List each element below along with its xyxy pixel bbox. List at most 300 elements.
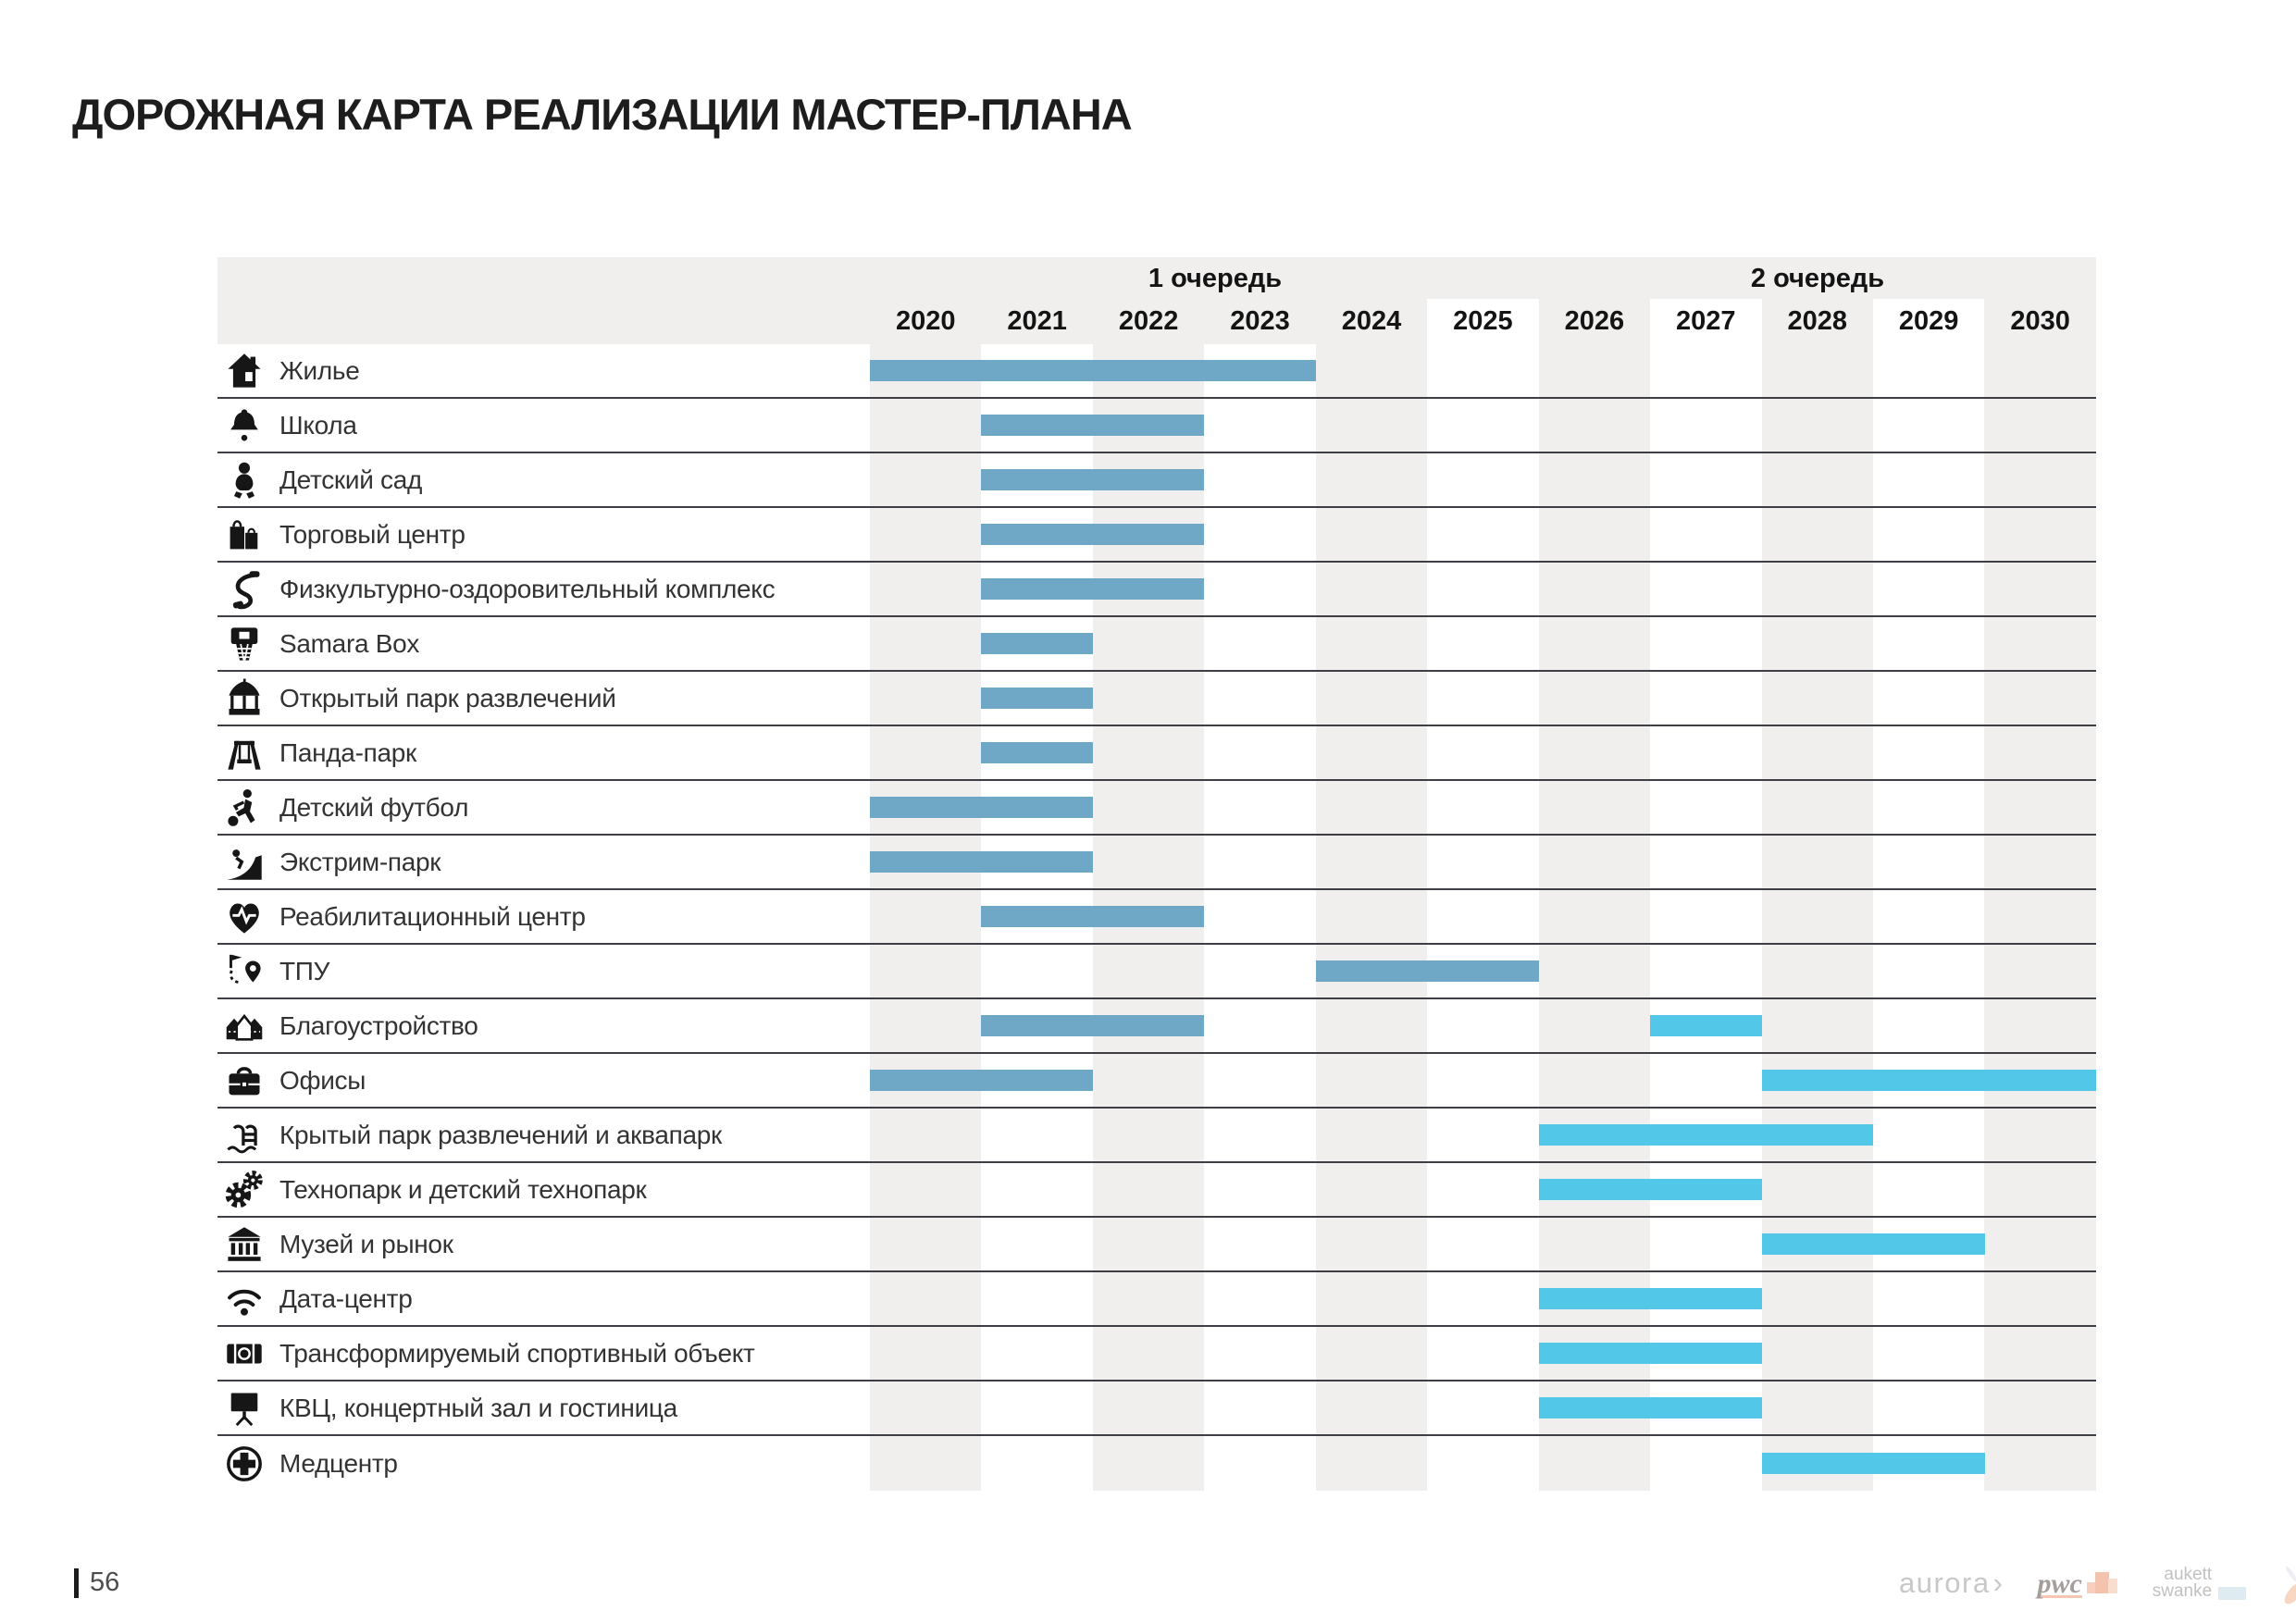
year-column-2030 [1984,1327,2095,1380]
year-column-2027 [1650,781,1761,834]
year-column-2028 [1762,344,1873,397]
year-column-2023 [1204,999,1315,1052]
year-column-2022 [1093,945,1204,997]
year-column-2028 [1762,453,1873,506]
gantt-row [217,1272,2096,1327]
year-column-2028 [1762,999,1873,1052]
year-column-2030 [1984,672,2095,725]
year-column-2023 [1204,945,1315,997]
gantt-bar [981,742,1092,763]
year-column-2022 [1093,1218,1204,1270]
year-column-2029 [1873,1272,1984,1325]
year-column-2027 [1650,453,1761,506]
aurora-logo: aurora› [1899,1567,2004,1599]
year-column-2024 [1316,1436,1427,1491]
gantt-bar [870,360,1316,381]
gantt-bar [1539,1397,1762,1419]
year-column-2027 [1650,617,1761,670]
year-column-2022 [1093,836,1204,888]
gantt-row [217,999,2096,1054]
year-column-2023 [1204,726,1315,779]
year-column-2030 [1984,344,2095,397]
year-column-2030 [1984,563,2095,615]
year-column-2030 [1984,508,2095,561]
year-column-2028 [1762,563,1873,615]
row-label-cell [217,890,870,943]
museum-icon [223,1223,266,1266]
year-column-2030 [1984,1272,2095,1325]
year-column-2023 [1204,1436,1315,1491]
year-column-2027 [1650,945,1761,997]
year-column-2022 [1093,1109,1204,1161]
row-label: Жилье [279,355,360,385]
year-column-2024 [1316,563,1427,615]
phase-header-band [217,257,2096,299]
year-column-2021 [981,1436,1092,1491]
row-label-cell [217,1327,870,1380]
aurora-chevron: › [1992,1567,2004,1599]
gantt-bar [1650,1015,1761,1036]
row-label: Школа [279,410,357,440]
year-column-2025 [1427,399,1538,452]
year-column-2025 [1427,1272,1538,1325]
year-column-2020 [870,1436,981,1491]
row-label: Панда-парк [279,737,416,767]
gantt-bar [1539,1343,1762,1364]
page-number-bar [74,1568,79,1598]
gantt-bar [981,688,1092,709]
row-label: Крытый парк развлечений и аквапарк [279,1120,723,1149]
jump-rope-icon [223,568,266,611]
year-column-2021 [981,945,1092,997]
year-column-2025 [1427,890,1538,943]
year-column-2026 [1539,999,1650,1052]
year-column-2026 [1539,1218,1650,1270]
year-label-2030: 2030 [1984,299,2095,344]
year-column-2028 [1762,945,1873,997]
gantt-bar [870,797,1093,818]
row-label: Реабилитационный центр [279,901,586,931]
row-label: Офисы [279,1065,366,1095]
year-column-2024 [1316,453,1427,506]
year-column-2028 [1762,1163,1873,1216]
year-column-2025 [1427,726,1538,779]
row-label-cell [217,999,870,1052]
year-column-2027 [1650,890,1761,943]
year-column-2022 [1093,1381,1204,1434]
year-column-2023 [1204,617,1315,670]
gantt-row [217,453,2096,508]
year-column-2029 [1873,617,1984,670]
year-column-2030 [1984,399,2095,452]
year-column-2026 [1539,890,1650,943]
row-label-cell [217,1381,870,1434]
year-column-2023 [1204,672,1315,725]
gantt-row [217,836,2096,890]
year-column-2022 [1093,617,1204,670]
gantt-row [217,563,2096,617]
year-label-2025: 2025 [1453,306,1513,336]
year-column-2023 [1204,1272,1315,1325]
year-column-2023 [1204,836,1315,888]
year-column-2030 [1984,617,2095,670]
year-column-2029 [1873,1327,1984,1380]
year-column-2024 [1316,672,1427,725]
year-column-2023 [1204,781,1315,834]
year-column-2024 [1316,1163,1427,1216]
year-column-2022 [1093,1327,1204,1380]
gantt-bar [870,851,1093,873]
row-label-cell [217,344,870,397]
year-column-2025 [1427,1163,1538,1216]
year-column-2020 [870,672,981,725]
year-column-2024 [1316,890,1427,943]
year-column-2025 [1427,453,1538,506]
row-label: Детский сад [279,465,423,494]
year-column-2028 [1762,726,1873,779]
gantt-bar [981,578,1204,600]
football-player-icon [223,787,266,829]
year-column-2024 [1316,508,1427,561]
year-column-2023 [1204,1381,1315,1434]
year-column-2027 [1650,726,1761,779]
year-column-2030 [1984,999,2095,1052]
year-column-2028 [1762,672,1873,725]
year-column-2022 [1093,672,1204,725]
row-label-cell [217,617,870,670]
year-column-2030 [1984,726,2095,779]
year-column-2029 [1873,344,1984,397]
row-label-cell [217,1109,870,1161]
year-column-2028 [1762,617,1873,670]
year-column-2028 [1762,399,1873,452]
year-column-2027 [1650,563,1761,615]
basketball-hoop-icon [223,623,266,665]
year-column-2023 [1204,1054,1315,1107]
year-column-2020 [870,945,981,997]
year-label-2029: 2029 [1898,306,1959,336]
year-column-2020 [870,999,981,1052]
year-column-2026 [1539,781,1650,834]
year-column-2020 [870,617,981,670]
year-column-2021 [981,1163,1092,1216]
page-title: ДОРОЖНАЯ КАРТА РЕАЛИЗАЦИИ МАСТЕР-ПЛАНА [72,90,1132,139]
year-column-2020 [870,1272,981,1325]
route-pin-icon [223,950,266,993]
row-label: Медцентр [279,1448,398,1478]
year-column-2029 [1873,399,1984,452]
gantt-bar [870,1070,1093,1091]
year-column-2023 [1204,1218,1315,1270]
page-number-value: 56 [90,1567,120,1597]
row-label-cell [217,1218,870,1270]
year-header-spacer [217,299,870,344]
year-column-2030 [1984,781,2095,834]
year-column-2020 [870,1163,981,1216]
year-label-2028: 2028 [1762,299,1873,344]
row-label: Технопарк и детский технопарк [279,1174,647,1204]
year-column-2029 [1873,672,1984,725]
year-column-2023 [1204,399,1315,452]
year-label-2023: 2023 [1204,299,1315,344]
gantt-row [217,945,2096,999]
gantt-bar [1539,1288,1762,1309]
year-column-2027 [1650,399,1761,452]
year-column-2029 [1873,508,1984,561]
year-column-2030 [1984,1218,2095,1270]
year-column-2024 [1316,781,1427,834]
year-column-2026 [1539,563,1650,615]
row-label: Открытый парк развлечений [279,683,616,712]
briefcase-icon [223,1059,266,1102]
year-column-2024 [1316,399,1427,452]
year-column-2024 [1316,344,1427,397]
gantt-row [217,781,2096,836]
year-column-2024 [1316,726,1427,779]
year-column-2030 [1984,1381,2095,1434]
year-column-2025 [1427,617,1538,670]
footer-logos [1899,1558,2296,1608]
year-column-2027 [1650,508,1761,561]
gantt-bar [1762,1070,2096,1091]
heart-pulse-icon [223,896,266,938]
pwc-logo-blocks [2086,1568,2119,1598]
year-column-2024 [1316,617,1427,670]
festive-houses-icon [223,1005,266,1047]
year-column-2026 [1539,344,1650,397]
gantt-bar [1762,1233,1985,1255]
year-label-2024: 2024 [1316,299,1427,344]
year-column-2025 [1427,999,1538,1052]
row-label: КВЦ, концертный зал и гостиница [279,1393,677,1422]
aukett-swanke-block [2218,1587,2246,1600]
gantt-row [217,1054,2096,1109]
gantt-row [217,508,2096,563]
skater-ramp-icon [223,841,266,884]
year-column-2022 [1093,726,1204,779]
year-column-2026 [1539,617,1650,670]
gantt-row [217,617,2096,672]
year-label-2022: 2022 [1093,299,1204,344]
year-column-2030 [1984,1163,2095,1216]
year-column-2025 [1427,1054,1538,1107]
gantt-row [217,726,2096,781]
year-column-2029 [1873,1109,1984,1161]
gantt-bar [1316,960,1539,982]
year-column-2027 [1650,1054,1761,1107]
wifi-icon [223,1278,266,1320]
baby-icon [223,459,266,502]
year-column-2023 [1204,453,1315,506]
year-column-2020 [870,1381,981,1434]
year-label-2027: 2027 [1676,306,1736,336]
year-column-2024 [1316,836,1427,888]
year-column-2024 [1316,1327,1427,1380]
year-column-2028 [1762,1381,1873,1434]
projection-screen-icon [223,1387,266,1430]
row-label: Экстрим-парк [279,847,441,876]
year-column-2026 [1539,1436,1650,1491]
gantt-bar [981,633,1092,654]
year-column-2020 [870,399,981,452]
year-column-2022 [1093,781,1204,834]
year-column-2026 [1539,672,1650,725]
year-column-2027 [1650,672,1761,725]
year-label-2020: 2020 [870,299,981,344]
year-column-2029 [1873,836,1984,888]
year-column-2023 [1204,1163,1315,1216]
year-column-2025 [1427,508,1538,561]
year-column-2029 [1873,1163,1984,1216]
gantt-row [217,1436,2096,1491]
row-label-cell [217,1272,870,1325]
pool-ladder-icon [223,1114,266,1157]
year-column-2024 [1316,1109,1427,1161]
row-label: Музей и рынок [279,1229,453,1258]
gears-icon [223,1169,266,1211]
row-label-cell [217,726,870,779]
year-column-2021 [981,1272,1092,1325]
year-column-2025 [1427,1436,1538,1491]
year-column-2025 [1427,563,1538,615]
row-label-cell [217,1054,870,1107]
year-column-2029 [1873,453,1984,506]
year-column-2028 [1762,836,1873,888]
row-label: ТПУ [279,956,330,985]
row-label-cell [217,781,870,834]
row-label: Samara Box [279,628,420,658]
carousel-icon [223,677,266,720]
year-column-2029 [1873,1381,1984,1434]
gantt-bar [1539,1179,1762,1200]
year-column-2025 [1427,781,1538,834]
gantt-row [217,344,2096,399]
swing-frame-icon [223,732,266,774]
year-column-2021 [981,1381,1092,1434]
year-column-2020 [870,890,981,943]
gantt-row [217,1381,2096,1436]
gantt-bar [981,524,1204,545]
gantt-row [217,890,2096,945]
year-column-2025 [1427,1218,1538,1270]
row-label: Дата-центр [279,1283,413,1313]
year-column-2027 [1650,1436,1761,1491]
year-column-2026 [1539,453,1650,506]
house-icon [223,350,266,392]
gantt-rows [217,344,2096,1491]
year-column-2024 [1316,1054,1427,1107]
year-column-2020 [870,1218,981,1270]
year-column-2028 [1762,1327,1873,1380]
gantt-bar [981,906,1204,927]
year-column-2024 [1316,1272,1427,1325]
gantt-row [217,1109,2096,1163]
year-column-2030 [1984,945,2095,997]
med-cross-icon [223,1443,266,1485]
year-column-2029 [1873,945,1984,997]
gantt-table [217,257,2096,1491]
year-column-2028 [1762,890,1873,943]
year-column-2026 [1539,836,1650,888]
phase-1-label: 1 очередь [1148,264,1283,293]
row-label-cell [217,453,870,506]
year-column-2025 [1427,1327,1538,1380]
year-column-2029 [1873,781,1984,834]
gantt-row [217,1218,2096,1272]
row-label-cell [217,1436,870,1491]
row-label-cell [217,672,870,725]
year-column-2026 [1539,399,1650,452]
row-label: Благоустройство [279,1010,478,1040]
year-column-2021 [981,1218,1092,1270]
year-column-2023 [1204,563,1315,615]
year-column-2025 [1427,1109,1538,1161]
sports-field-icon [223,1332,266,1375]
year-column-2024 [1316,999,1427,1052]
year-column-2026 [1539,726,1650,779]
year-column-2025 [1427,836,1538,888]
pwc-logo: pwc [2037,1568,2118,1598]
year-column-2028 [1762,1272,1873,1325]
row-label-cell [217,836,870,888]
gantt-row [217,1163,2096,1218]
gantt-bar [981,1015,1204,1036]
gantt-bar [981,469,1204,490]
aukett-swanke-logo: aukett swanke [2153,1567,2246,1600]
year-column-2020 [870,453,981,506]
year-column-2022 [1093,1163,1204,1216]
year-column-2029 [1873,890,1984,943]
year-column-2028 [1762,508,1873,561]
year-column-2029 [1873,563,1984,615]
row-label-cell [217,508,870,561]
gantt-row [217,1327,2096,1381]
row-label-cell [217,1163,870,1216]
year-column-2025 [1427,672,1538,725]
phase-2-label: 2 очередь [1750,264,1885,293]
year-column-2024 [1316,1381,1427,1434]
year-column-2029 [1873,999,1984,1052]
year-column-2028 [1762,781,1873,834]
year-column-2027 [1650,1218,1761,1270]
year-label-2026: 2026 [1539,299,1650,344]
year-column-2022 [1093,1272,1204,1325]
row-label-cell [217,563,870,615]
year-column-2020 [870,563,981,615]
year-column-2020 [870,726,981,779]
year-column-2026 [1539,508,1650,561]
year-column-2021 [981,1109,1092,1161]
year-column-2026 [1539,945,1650,997]
year-column-2029 [1873,726,1984,779]
year-column-2025 [1427,344,1538,397]
year-column-2023 [1204,1109,1315,1161]
gantt-bar [1762,1453,1985,1474]
row-label: Физкультурно-оздоровительный комплекс [279,574,776,603]
year-column-2030 [1984,890,2095,943]
flower-logo [2279,1558,2296,1608]
year-header-row [217,299,2096,344]
row-label: Торговый центр [279,519,465,549]
year-column-2025 [1427,1381,1538,1434]
shopping-bags-icon [223,514,266,556]
row-label-cell [217,399,870,452]
year-column-2020 [870,1327,981,1380]
gantt-bar [981,415,1204,436]
year-column-2027 [1650,836,1761,888]
year-column-2020 [870,508,981,561]
year-column-2020 [870,1109,981,1161]
